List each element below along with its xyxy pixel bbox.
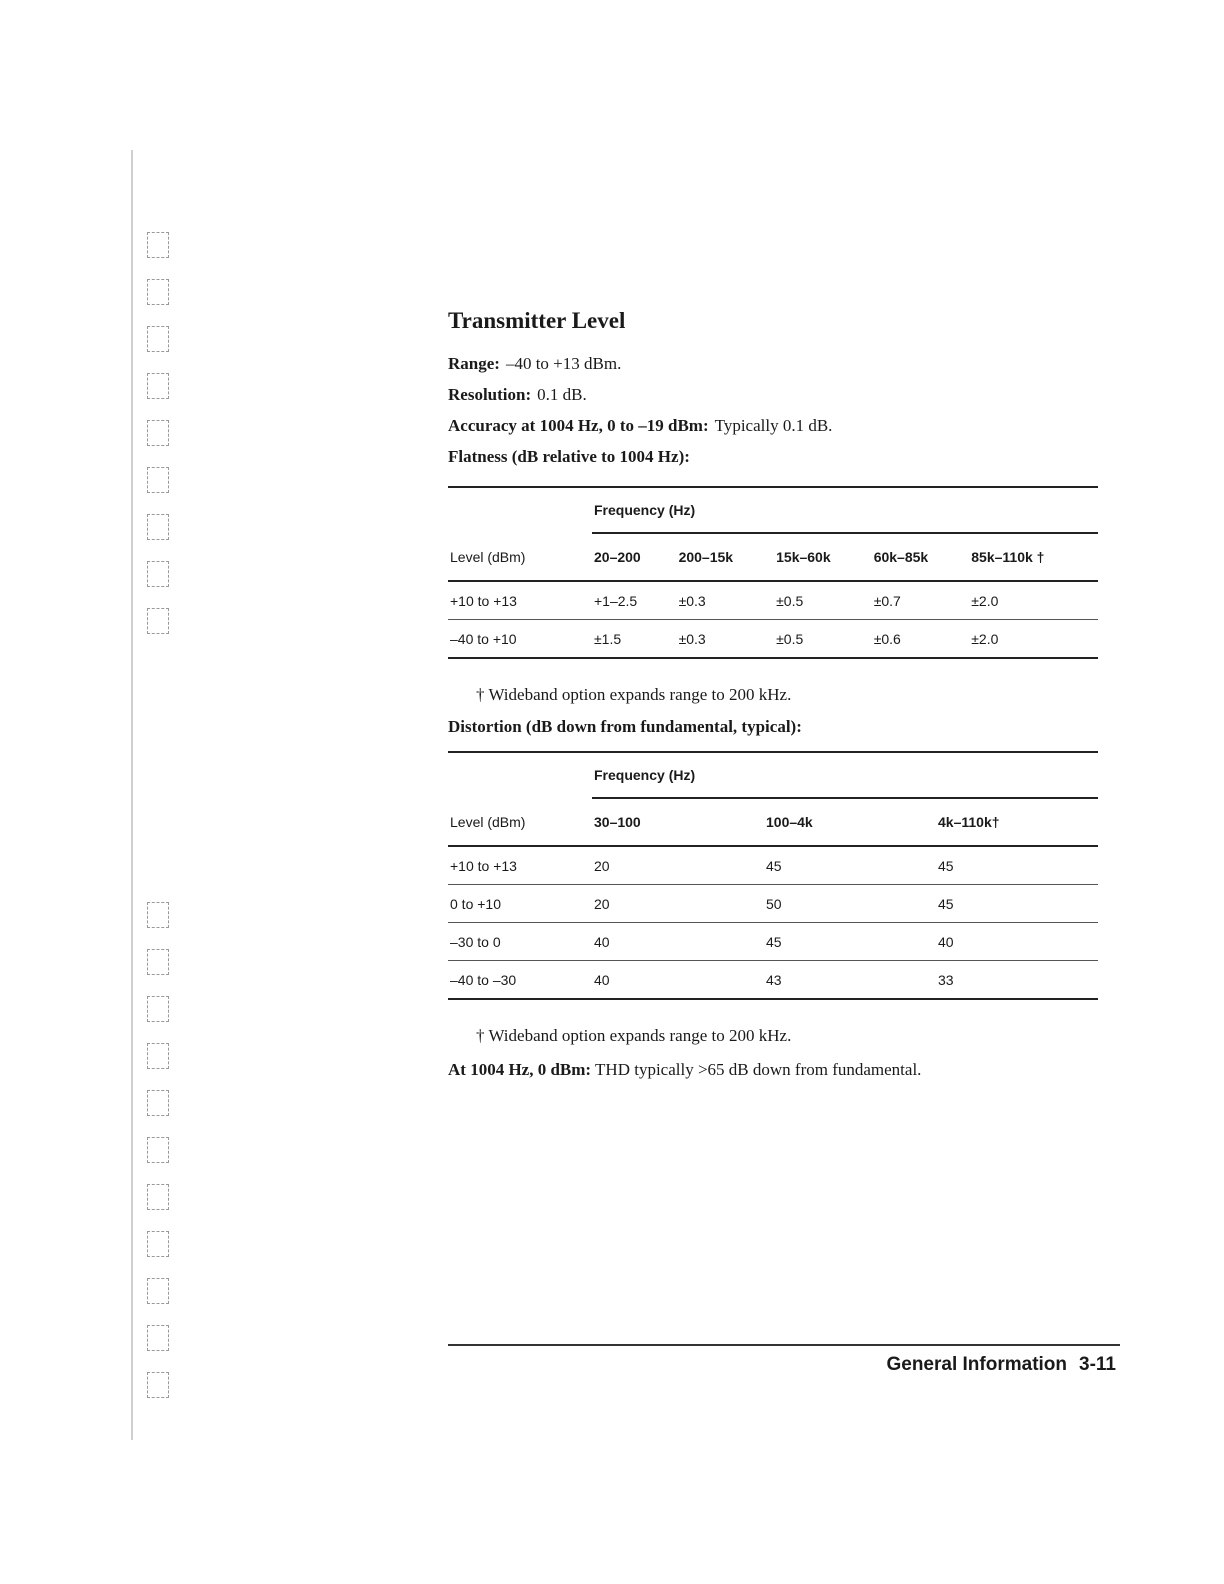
value-cell: ±0.5 bbox=[774, 620, 872, 659]
value-cell: ±0.6 bbox=[872, 620, 970, 659]
punch-hole bbox=[147, 1137, 169, 1163]
page-content bbox=[448, 300, 1098, 1097]
level-cell: –30 to 0 bbox=[448, 923, 592, 961]
table-row bbox=[448, 923, 1098, 961]
level-cell: +10 to +13 bbox=[448, 846, 592, 885]
value-cell: ±2.0 bbox=[969, 620, 1098, 659]
spec-flatness: Flatness (dB relative to 1004 Hz): bbox=[448, 447, 690, 466]
value-cell: ±2.0 bbox=[969, 581, 1098, 620]
value-cell: 20 bbox=[592, 885, 764, 923]
level-column-header: Level (dBm) bbox=[448, 798, 592, 846]
spec-accuracy: Accuracy at 1004 Hz, 0 to –19 dBm: Typically 0.1 dB. bbox=[448, 416, 833, 435]
footnote-wideband: † Wideband option expands range to 200 kHz. bbox=[476, 685, 792, 704]
level-cell: 0 to +10 bbox=[448, 885, 592, 923]
value-cell: 45 bbox=[764, 846, 936, 885]
column-header: 85k–110k † bbox=[969, 533, 1098, 581]
column-header: 4k–110k† bbox=[936, 798, 1098, 846]
punch-hole bbox=[147, 561, 169, 587]
spec-thd: At 1004 Hz, 0 dBm: THD typically >65 dB down from fundamental. bbox=[448, 1060, 922, 1079]
level-cell: –40 to +10 bbox=[448, 620, 592, 659]
level-cell: –40 to –30 bbox=[448, 961, 592, 1000]
punch-hole bbox=[147, 902, 169, 928]
table-row bbox=[448, 885, 1098, 923]
punch-hole bbox=[147, 420, 169, 446]
footnote-wideband: † Wideband option expands range to 200 kHz. bbox=[476, 1026, 792, 1045]
punch-hole bbox=[147, 1278, 169, 1304]
value-cell: ±0.3 bbox=[677, 620, 775, 659]
value-cell: 45 bbox=[764, 923, 936, 961]
table-row bbox=[448, 620, 1098, 659]
frequency-group-header: Frequency (Hz) bbox=[592, 752, 1098, 798]
value-cell: ±0.7 bbox=[872, 581, 970, 620]
table-column-header-row bbox=[448, 798, 1098, 846]
value-cell: 40 bbox=[936, 923, 1098, 961]
distortion-table bbox=[448, 751, 1098, 1000]
section-title: Transmitter Level bbox=[448, 308, 626, 333]
punch-hole bbox=[147, 514, 169, 540]
value-cell: ±0.5 bbox=[774, 581, 872, 620]
table-row bbox=[448, 846, 1098, 885]
column-header: 100–4k bbox=[764, 798, 936, 846]
value-cell: 33 bbox=[936, 961, 1098, 1000]
frequency-group-header: Frequency (Hz) bbox=[592, 487, 1098, 533]
punch-hole bbox=[147, 326, 169, 352]
punch-hole bbox=[147, 996, 169, 1022]
table-group-header-row bbox=[448, 487, 1098, 533]
spec-resolution: Resolution: 0.1 dB. bbox=[448, 385, 587, 404]
punch-hole bbox=[147, 1325, 169, 1351]
value-cell: 43 bbox=[764, 961, 936, 1000]
value-cell: +1–2.5 bbox=[592, 581, 677, 620]
punch-hole bbox=[147, 373, 169, 399]
value-cell: 20 bbox=[592, 846, 764, 885]
punch-hole bbox=[147, 1184, 169, 1210]
page-number: 3-11 bbox=[1079, 1354, 1116, 1375]
level-column-header: Level (dBm) bbox=[448, 533, 592, 581]
punch-hole bbox=[147, 949, 169, 975]
binding-edge bbox=[131, 150, 133, 1440]
table-row bbox=[448, 581, 1098, 620]
page-footer bbox=[886, 1354, 1116, 1376]
footer-section-name: General Information bbox=[886, 1354, 1068, 1375]
table-row bbox=[448, 961, 1098, 1000]
punch-hole bbox=[147, 467, 169, 493]
level-cell: +10 to +13 bbox=[448, 581, 592, 620]
value-cell: 45 bbox=[936, 846, 1098, 885]
value-cell: 50 bbox=[764, 885, 936, 923]
spec-range: Range: –40 to +13 dBm. bbox=[448, 354, 622, 373]
punch-hole bbox=[147, 608, 169, 634]
flatness-table bbox=[448, 486, 1098, 659]
punch-hole bbox=[147, 1090, 169, 1116]
punch-hole bbox=[147, 1372, 169, 1398]
punch-hole bbox=[147, 232, 169, 258]
column-header: 15k–60k bbox=[774, 533, 872, 581]
table-column-header-row bbox=[448, 533, 1098, 581]
punch-hole bbox=[147, 1043, 169, 1069]
column-header: 20–200 bbox=[592, 533, 677, 581]
column-header: 30–100 bbox=[592, 798, 764, 846]
footer-rule bbox=[448, 1344, 1120, 1346]
punch-hole bbox=[147, 1231, 169, 1257]
distortion-label: Distortion (dB down from fundamental, typical): bbox=[448, 717, 802, 736]
value-cell: ±0.3 bbox=[677, 581, 775, 620]
table-group-header-row bbox=[448, 752, 1098, 798]
column-header: 200–15k bbox=[677, 533, 775, 581]
value-cell: 40 bbox=[592, 923, 764, 961]
value-cell: ±1.5 bbox=[592, 620, 677, 659]
value-cell: 40 bbox=[592, 961, 764, 1000]
punch-hole bbox=[147, 279, 169, 305]
column-header: 60k–85k bbox=[872, 533, 970, 581]
value-cell: 45 bbox=[936, 885, 1098, 923]
